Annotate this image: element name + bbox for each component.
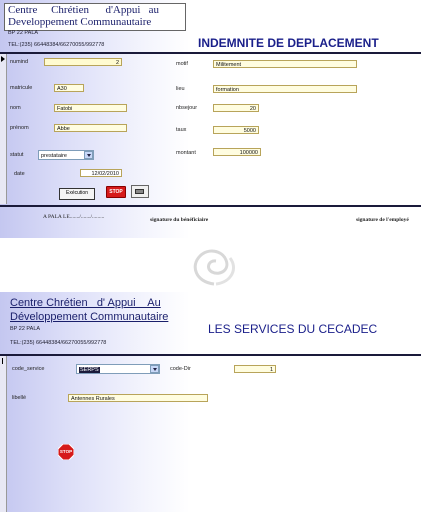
lieu-field[interactable]: formation	[213, 85, 357, 93]
execution-button[interactable]: Exécution	[59, 188, 95, 200]
record-pointer-icon	[2, 358, 3, 364]
stop-label: STOP	[59, 449, 73, 454]
page-title: LES SERVICES DU CECADEC	[208, 322, 378, 336]
libelle-field[interactable]: Antennes Rurales	[68, 394, 208, 402]
date-field[interactable]: 12/02/2010	[80, 169, 122, 177]
montant-label: montant	[176, 150, 196, 156]
code-service-select[interactable]	[76, 364, 160, 374]
record-selector[interactable]	[0, 356, 7, 512]
nom-field[interactable]: Fatobi	[54, 104, 127, 112]
motif-label: motif	[176, 61, 188, 67]
numind-label: numind	[10, 59, 29, 65]
footer-place-date: A PALA LE......./......./.........	[43, 214, 105, 220]
statut-label: statut	[10, 152, 24, 158]
services-form-panel	[0, 292, 421, 512]
taux-label: taux	[176, 127, 187, 133]
matricule-field[interactable]: A30	[54, 84, 84, 92]
footer-signature-employe: signature de l'employé	[356, 217, 409, 223]
motif-field[interactable]: Militement	[213, 60, 357, 68]
libelle-label: libellé	[12, 395, 27, 401]
org-name-line1: Centre Chrétien d'Appui au	[8, 4, 160, 16]
code-service-label: code_service	[12, 366, 45, 372]
record-selector[interactable]	[0, 54, 7, 204]
org-tel: TEL:(235) 66448384/66270055/992778	[10, 340, 107, 346]
page-title: INDEMNITE DE DEPLACEMENT	[198, 36, 379, 50]
nom-label: nom	[10, 105, 21, 111]
footer-signature-beneficiaire: signature du bénéficiaire	[150, 217, 209, 223]
org-name-line2: Developpement Communautaire	[8, 16, 152, 28]
stop-button[interactable]: STOP	[106, 186, 126, 198]
nbsejour-field[interactable]: 20	[213, 104, 259, 112]
org-bp: BP 22 PALA	[10, 326, 41, 332]
print-button[interactable]	[131, 185, 149, 198]
statut-selected-value: prestataire	[41, 153, 67, 159]
prenom-label: prénom	[10, 125, 29, 131]
taux-field[interactable]: 5000	[213, 126, 259, 134]
indemnite-form-panel	[0, 0, 421, 238]
prenom-field[interactable]: Abbe	[54, 124, 127, 132]
chevron-down-icon	[87, 154, 91, 157]
watermark-swirl	[186, 244, 242, 288]
code-dir-field[interactable]: 1	[234, 365, 276, 373]
org-name-line2: Développement Communautaire	[10, 311, 169, 323]
org-bp: BP 22 PALA	[8, 30, 39, 36]
form-bottom-border	[0, 205, 421, 207]
lieu-label: lieu	[176, 86, 185, 92]
code-service-dropdown-button[interactable]	[150, 365, 159, 373]
form-top-border	[0, 354, 421, 356]
form-top-border	[0, 52, 421, 54]
code-service-selected-value: SERPS	[80, 367, 99, 373]
printer-icon	[135, 189, 144, 194]
statut-dropdown-button[interactable]	[84, 151, 93, 159]
numind-field[interactable]: 2	[44, 58, 122, 66]
org-name-line1: Centre Chrétien d' Appui Au	[10, 297, 161, 309]
record-pointer-icon	[1, 56, 5, 62]
montant-field[interactable]: 100000	[213, 148, 261, 156]
org-tel: TEL:(235) 66448384/66270055/992778	[8, 42, 105, 48]
date-label: date	[14, 171, 25, 177]
chevron-down-icon	[153, 368, 157, 371]
code-dir-label: code-Dir	[170, 366, 191, 372]
nbsejour-label: nbsejour	[176, 105, 198, 111]
stop-button[interactable]	[58, 444, 74, 460]
matricule-label: matricule	[10, 85, 33, 91]
